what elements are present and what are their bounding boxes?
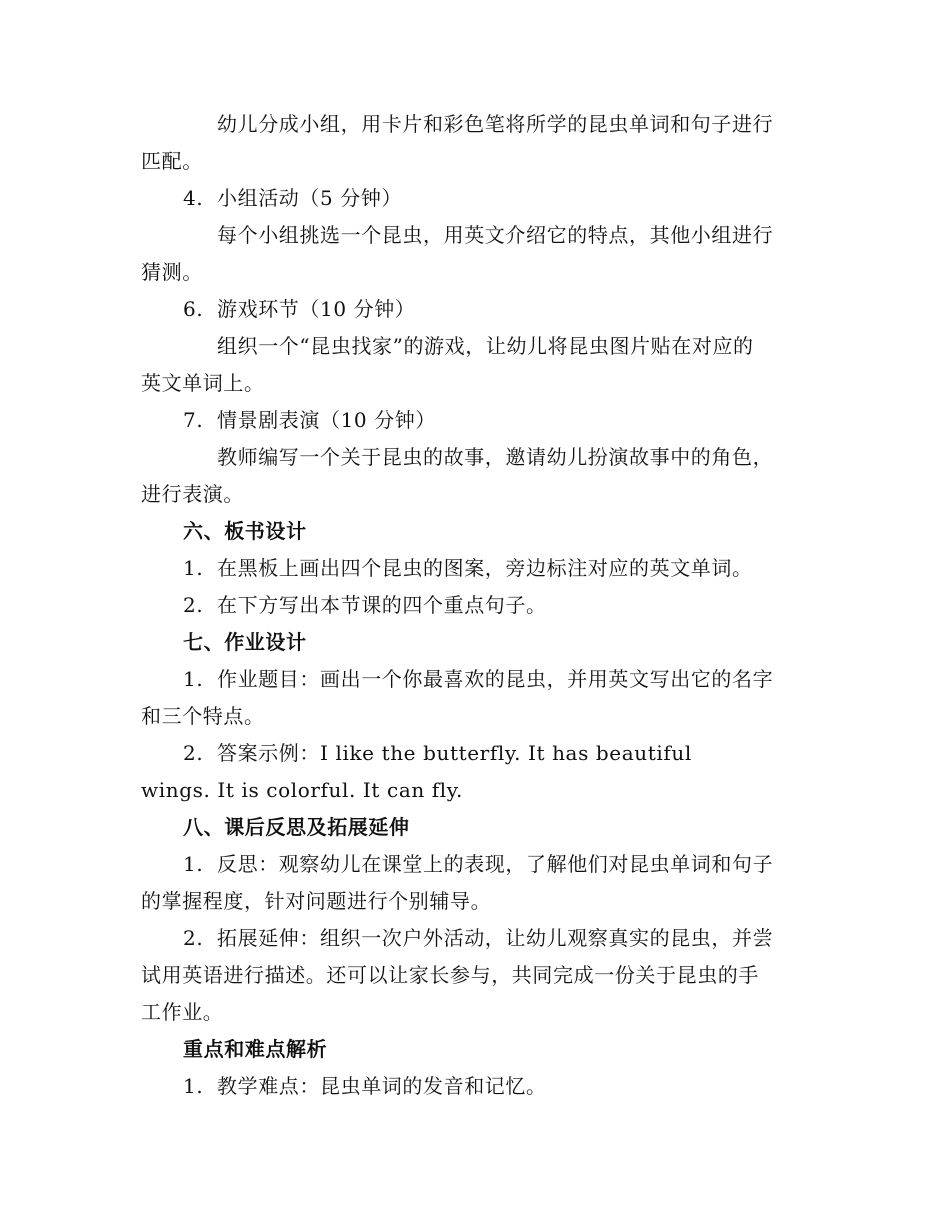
section-heading	[141, 624, 809, 661]
line-text: 游戏环节（10 分钟）	[217, 297, 416, 321]
paragraph-line	[141, 365, 809, 402]
list-item	[141, 920, 809, 957]
list-number: 2.	[183, 593, 204, 617]
line-text: 进行表演。	[141, 482, 244, 506]
list-item	[141, 550, 809, 587]
line-text: 在黑板上画出四个昆虫的图案，旁边标注对应的英文单词。	[217, 556, 753, 580]
line-text: 重点和难点解析	[183, 1037, 328, 1061]
line-text: 工作业。	[141, 1000, 224, 1024]
line-text: wings. It is colorful. It can fly.	[141, 778, 463, 802]
list-item	[141, 291, 809, 328]
line-text: 英文单词上。	[141, 371, 265, 395]
list-item	[141, 587, 809, 624]
line-text: 幼儿分成小组，用卡片和彩色笔将所学的昆虫单词和句子进行	[217, 112, 774, 136]
paragraph-line	[141, 698, 809, 735]
list-number: 1.	[183, 556, 204, 580]
section-heading	[141, 513, 809, 550]
paragraph-line	[141, 957, 809, 994]
line-text: 教师编写一个关于昆虫的故事，邀请幼儿扮演故事中的角色，	[217, 445, 774, 469]
line-text: 作业题目：画出一个你最喜欢的昆虫，并用英文写出它的名字	[217, 667, 774, 691]
line-text: 组织一个“昆虫找家”的游戏，让幼儿将昆虫图片贴在对应的	[217, 334, 754, 358]
line-text: 反思：观察幼儿在课堂上的表现，了解他们对昆虫单词和句子	[217, 852, 774, 876]
list-item	[141, 735, 809, 772]
line-text: 在下方写出本节课的四个重点句子。	[217, 593, 547, 617]
line-text: 的掌握程度，针对问题进行个别辅导。	[141, 889, 492, 913]
line-text: 匹配。	[141, 149, 203, 173]
list-item	[141, 661, 809, 698]
section-heading	[141, 1031, 809, 1068]
line-text: 小组活动（5 分钟）	[217, 186, 403, 210]
list-number: 6.	[183, 297, 204, 321]
line-text: 试用英语进行描述。还可以让家长参与，共同完成一份关于昆虫的手	[141, 963, 759, 987]
line-text: 教学难点：昆虫单词的发音和记忆。	[217, 1074, 547, 1098]
line-text: 答案示例：I like the butterfly. It has beautiful	[217, 741, 692, 765]
paragraph-line	[141, 883, 809, 920]
list-number: 1.	[183, 852, 204, 876]
line-text: 拓展延伸：组织一次户外活动，让幼儿观察真实的昆虫，并尝	[217, 926, 774, 950]
line-text: 猜测。	[141, 260, 203, 284]
line-text: 七、作业设计	[183, 630, 307, 654]
list-number: 2.	[183, 741, 204, 765]
line-text: 和三个特点。	[141, 704, 265, 728]
line-text: 八、课后反思及拓展延伸	[183, 815, 410, 839]
list-item	[141, 846, 809, 883]
list-item	[141, 180, 809, 217]
list-number: 7.	[183, 408, 204, 432]
paragraph-line	[141, 439, 809, 476]
line-text: 每个小组挑选一个昆虫，用英文介绍它的特点，其他小组进行	[217, 223, 774, 247]
list-item	[141, 1068, 809, 1105]
document-body	[141, 106, 809, 1105]
line-text: 六、板书设计	[183, 519, 307, 543]
list-item	[141, 402, 809, 439]
list-number: 4.	[183, 186, 204, 210]
section-heading	[141, 809, 809, 846]
list-number: 2.	[183, 926, 204, 950]
paragraph-line	[141, 217, 809, 254]
list-number: 1.	[183, 1074, 204, 1098]
list-number: 1.	[183, 667, 204, 691]
paragraph-line	[141, 476, 809, 513]
paragraph-line	[141, 994, 809, 1031]
paragraph-line	[141, 328, 809, 365]
paragraph-line	[141, 106, 809, 143]
line-text: 情景剧表演（10 分钟）	[217, 408, 437, 432]
paragraph-line	[141, 772, 809, 809]
paragraph-line	[141, 254, 809, 291]
paragraph-line	[141, 143, 809, 180]
